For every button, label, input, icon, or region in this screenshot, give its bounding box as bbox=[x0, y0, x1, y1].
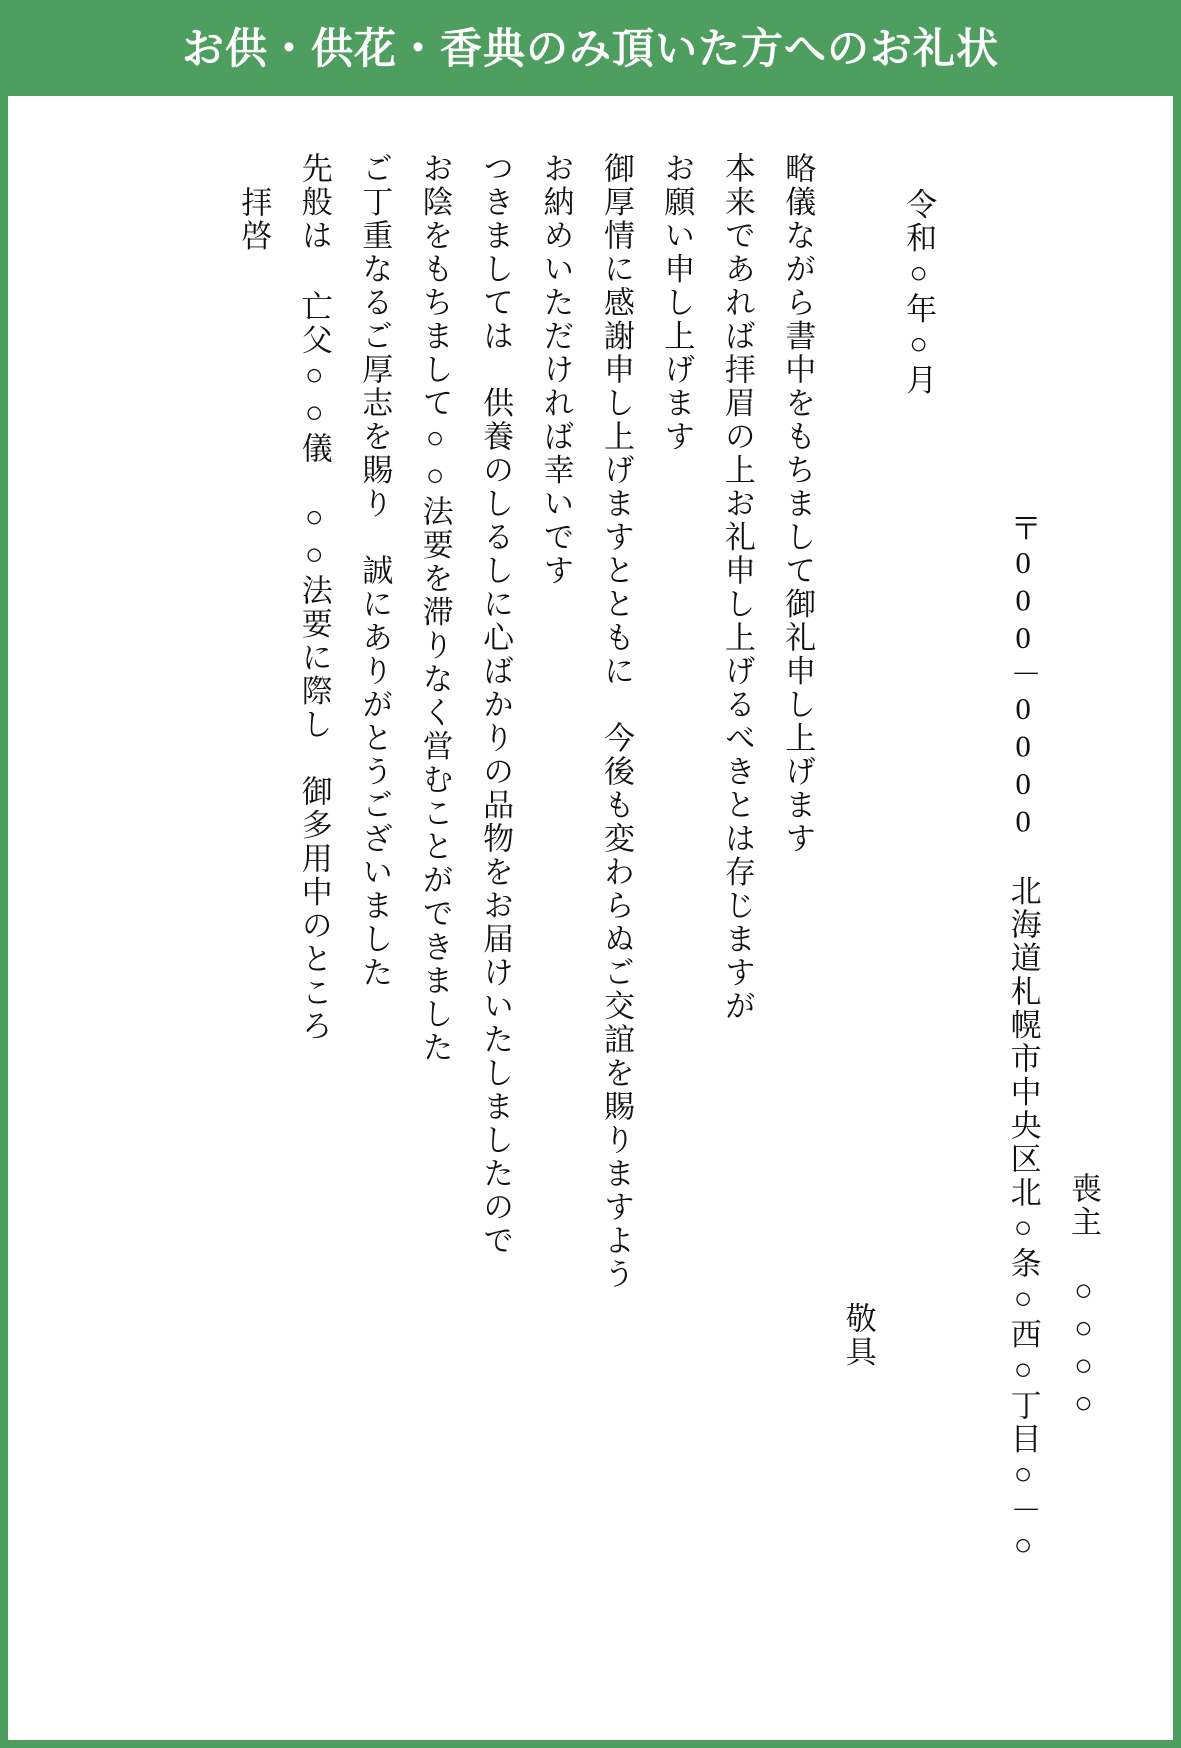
body-line-4: つきましては 供養のしるしに心ばかりの品物をお届けいたしましたので bbox=[478, 152, 514, 1258]
column-spacer bbox=[948, 152, 992, 1700]
body-line-8: 本来であれば拝眉の上お礼申し上げるべきとは存じますが bbox=[719, 152, 755, 1023]
body-line-1: 先般は 亡父○○儀 ○○法要に際し 御多用中のところ bbox=[296, 152, 332, 1043]
greeting-line: 拝啓 bbox=[236, 186, 272, 253]
body-line-7: お願い申し上げます bbox=[659, 152, 695, 454]
body-line-6: 御厚情に感謝申し上げますとともに 今後も変わらぬご交誼を賜りますよう bbox=[598, 152, 634, 1291]
vertical-text-body bbox=[8, 96, 1173, 1740]
address-line bbox=[992, 152, 1052, 1700]
mourner-label: 喪主 bbox=[1066, 1172, 1101, 1239]
postal-mark-icon: 〒 bbox=[1005, 512, 1041, 545]
page-title: お供・供花・香典のみ頂いた方へのお礼状 bbox=[181, 24, 999, 73]
header-banner bbox=[0, 0, 1181, 92]
date-line: 令和○年○月 bbox=[901, 188, 937, 397]
address-text: 北海道札幌市中央区北○条○西○丁目○－○ bbox=[1005, 874, 1041, 1565]
body-line-3: お陰をもちまして○○法要を滞りなく営むことができました bbox=[417, 152, 453, 1065]
closing-line: 敬具 bbox=[840, 1302, 876, 1369]
body-line-5: お納めいただければ幸いです bbox=[538, 152, 574, 588]
body-line-2: ご丁重なるご厚志を賜り 誠にありがとうございました bbox=[357, 152, 393, 990]
letter-sheet bbox=[8, 96, 1173, 1740]
mourner-name: ○○○○ bbox=[1066, 1272, 1101, 1423]
body-line-9: 略儀ながら書中をもちまして御礼申し上げます bbox=[780, 152, 816, 856]
mourner-line bbox=[1053, 152, 1113, 1700]
postal-code: 000－0000 bbox=[1005, 545, 1041, 841]
